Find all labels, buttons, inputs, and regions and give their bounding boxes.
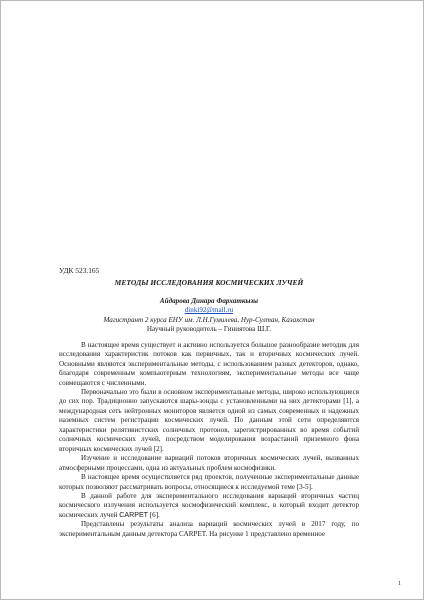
paragraph-5 — [59, 492, 359, 520]
paragraph-2: Первоначально это были в основном экспериментальные методы, широко использующиеся до сих пор. Традиционно запускаются шары-зонды с установленными на них детекторами [1], а международная сеть нейтронных мониторов является одной из самых современных и надежных наземных систем регистрации космических лучей. По данным этой сети определяются характеристики релятивистских солнечных протонов, зарегистрированных во время событий солнечных космических лучей, посредством моделирования возрастаний приземного фона вторичных космических лучей [2]. — [59, 387, 359, 453]
carpet-reference: [6]. — [148, 510, 160, 519]
udk-code: УДК 523.165 — [59, 266, 100, 275]
paragraph-3: Изучение и исследование вариаций потоков вторичных космических лучей, вызванных атмосферными процессами, одна из актуальных проблем космофизики. — [59, 454, 359, 472]
author-name: Айдарова Динара Фархаткызы — [159, 296, 259, 305]
page-number: 1 — [398, 581, 401, 587]
author-affiliation: Магистрант 2 курса ЕНУ им. Л.Н.Гумилева, Нур-Султан, Казахстан — [103, 315, 315, 324]
carpet-detector-name: CARPET — [119, 510, 149, 519]
article-title: МЕТОДЫ ИССЛЕДОВАНИЯ КОСМИЧЕСКИХ ЛУЧЕЙ — [114, 278, 304, 288]
paragraph-1: В настоящее время существует и активно используется большое разнообразие методик для исследования характеристик потоков как первичных, так и вторичных космических лучей. Основными являются экспериментальные методы, с использованием разных детекторов, однако, благодаря современным компьютерным технологиям, экспериментальные методы все чаще совмещаются с численными. — [59, 340, 359, 387]
article-body — [59, 266, 359, 539]
author-email-link[interactable]: dinki92@mail.ru — [184, 306, 234, 315]
paragraph-5-text: В данной работе для экспериментального исследования вариаций вторичных частиц космического излучения используется космофизический комплекс, в который входит детектор космических лучей — [59, 491, 359, 519]
paragraph-4: В настоящее время осуществляется ряд проектов, полученные экспериментальные данные которых позволяют рассматривать вопросы, относящиеся к исследуемой теме [3-5]. — [59, 473, 359, 491]
paragraph-6: Представлены результаты анализа вариаций космических лучей в 2017 году, по экспериментальным данным детектора CARPET. На рисунке 1 представлено временное — [59, 520, 359, 538]
scientific-advisor: Научный руководитель – Гиниятова Ш.Г. — [146, 325, 272, 334]
